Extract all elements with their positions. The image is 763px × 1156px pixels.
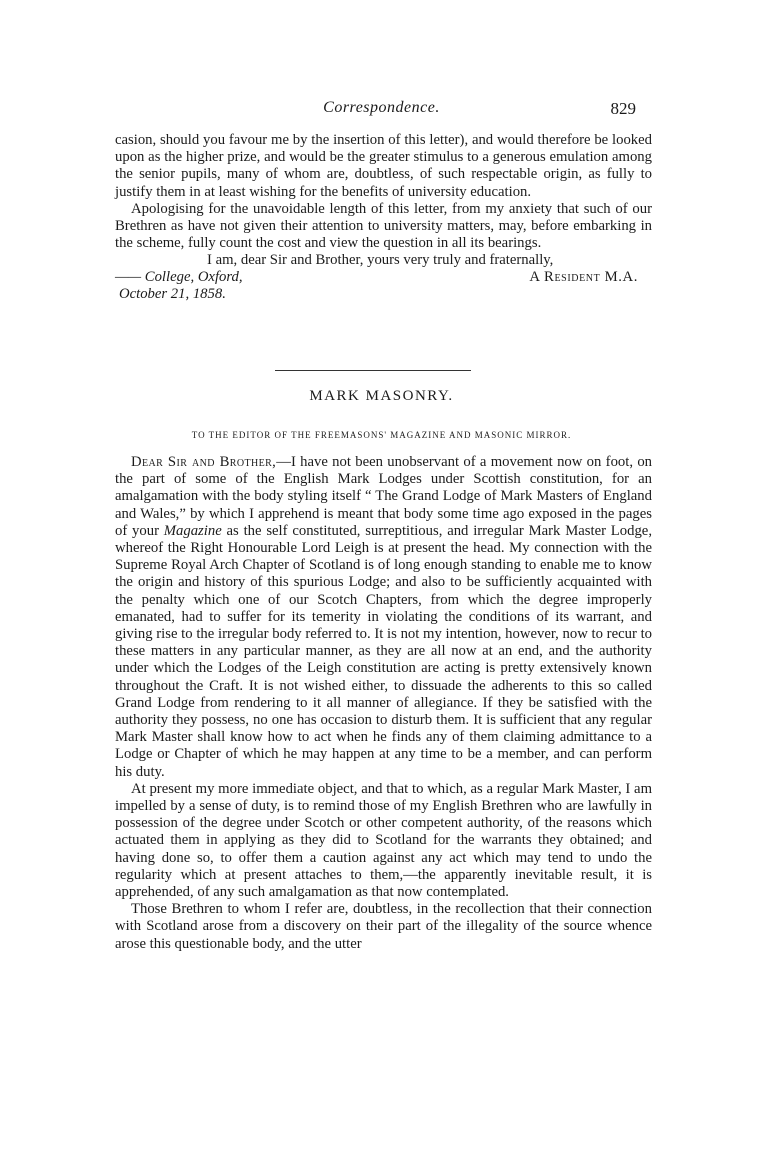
paragraph-text: —I have not been unobservant of a movement now on foot, on the part of some of the English Mark Lodges under Scottish constitution, for an amalgamation with the body styling itself “ The Grand Lodge of Mark Masters of England and Wales,” by which I apprehend is meant that body some time ago exposed in the pages of your bbox=[115, 454, 653, 539]
letter-date: October 21, 1858. bbox=[119, 286, 226, 303]
article-body bbox=[115, 454, 652, 953]
previous-letter-ending bbox=[115, 132, 652, 304]
letter-closing bbox=[115, 252, 652, 304]
letter-signature: A Resident M.A. bbox=[529, 269, 638, 286]
letter-paragraph: Apologising for the unavoidable length of this letter, from my anxiety that such of our Brethren as have not given their attention to university matters, may, before embarking in the scheme, fully count the cost and view the question in all its bearings. bbox=[115, 200, 652, 252]
magazine-reference: Magazine bbox=[163, 522, 222, 539]
salutation: Dear Sir and Brother, bbox=[131, 454, 277, 470]
article-paragraph bbox=[115, 454, 652, 781]
article-paragraph: Those Brethren to whom I refer are, doubtless, in the recollection that their connection with Scotland arose from a discovery on their part of the illegality of the source whence arose this questionable body, and the utter bbox=[115, 901, 652, 952]
article-paragraph: At present my more immediate object, and that to which, as a regular Mark Master, I am impelled by a sense of duty, is to remind those of my English Brethren who are lawfully in possession of the degree under Scotch or other competent authority, of the reasons which actuated them in applying as they did to Scotland for the warrants they obtained; and having done so, to offer them a caution against any act which may tend to undo the regularity which at present attaches to them,—the apparently inevitable result, it is apprehended, of any such amalgamation as that now contemplated. bbox=[115, 780, 652, 901]
page-number: 829 bbox=[610, 99, 636, 118]
running-title: Correspondence. bbox=[323, 99, 440, 116]
letter-place: —— College, Oxford, bbox=[115, 269, 243, 286]
article-title: MARK MASONRY. bbox=[309, 388, 454, 404]
section-divider bbox=[275, 370, 471, 371]
article-dedication: TO THE EDITOR OF THE FREEMASONS' MAGAZINE AND MASONIC MIRROR. bbox=[191, 430, 572, 440]
letter-paragraph: casion, should you favour me by the insertion of this letter), and would therefore be looked upon as the higher prize, and would be the greater stimulus to a generous emulation among the senior pupils, many of whom are, doubtless, of such respectable origin, as fully to justify them in at least wishing for the benefits of university education. bbox=[115, 132, 652, 200]
complimentary-close: I am, dear Sir and Brother, yours very truly and fraternally, bbox=[207, 252, 554, 269]
paragraph-text: as the self constituted, surreptitious, and irregular Mark Master Lodge, whereof the Right Honourable Lord Leigh is at present the head. My connection with the Supreme Royal Arch Chapter of Scotland is of long enough standing to enable me to know the origin and history of this spurious Lodge; and also to be sufficiently acquainted with the penalty which one of our Scotch Chapters, from which the degree improperly emanated, had to suffer for its temerity in violating the conditions of its warrant, and giving rise to the irregular body referred to. It is not my intention, however, now to recur to these matters in any particular manner, as they are all now at an end, and the authority under which the Lodges of the Leigh constitution are acting is pretty extensively known throughout the Craft. It is not wished either, to dissuade the adherents to this so called Grand Lodge from rendering to it all manner of allegiance. If they be satisfied with the authority they possess, no one has occasion to disturb them. It is sufficient that any regular Mark Master shall know how to act when he finds any of them claiming admittance to a Lodge or Chapter of which he may happen at any time to be a member, and can perform his duty. bbox=[115, 522, 652, 780]
running-head bbox=[0, 99, 763, 121]
